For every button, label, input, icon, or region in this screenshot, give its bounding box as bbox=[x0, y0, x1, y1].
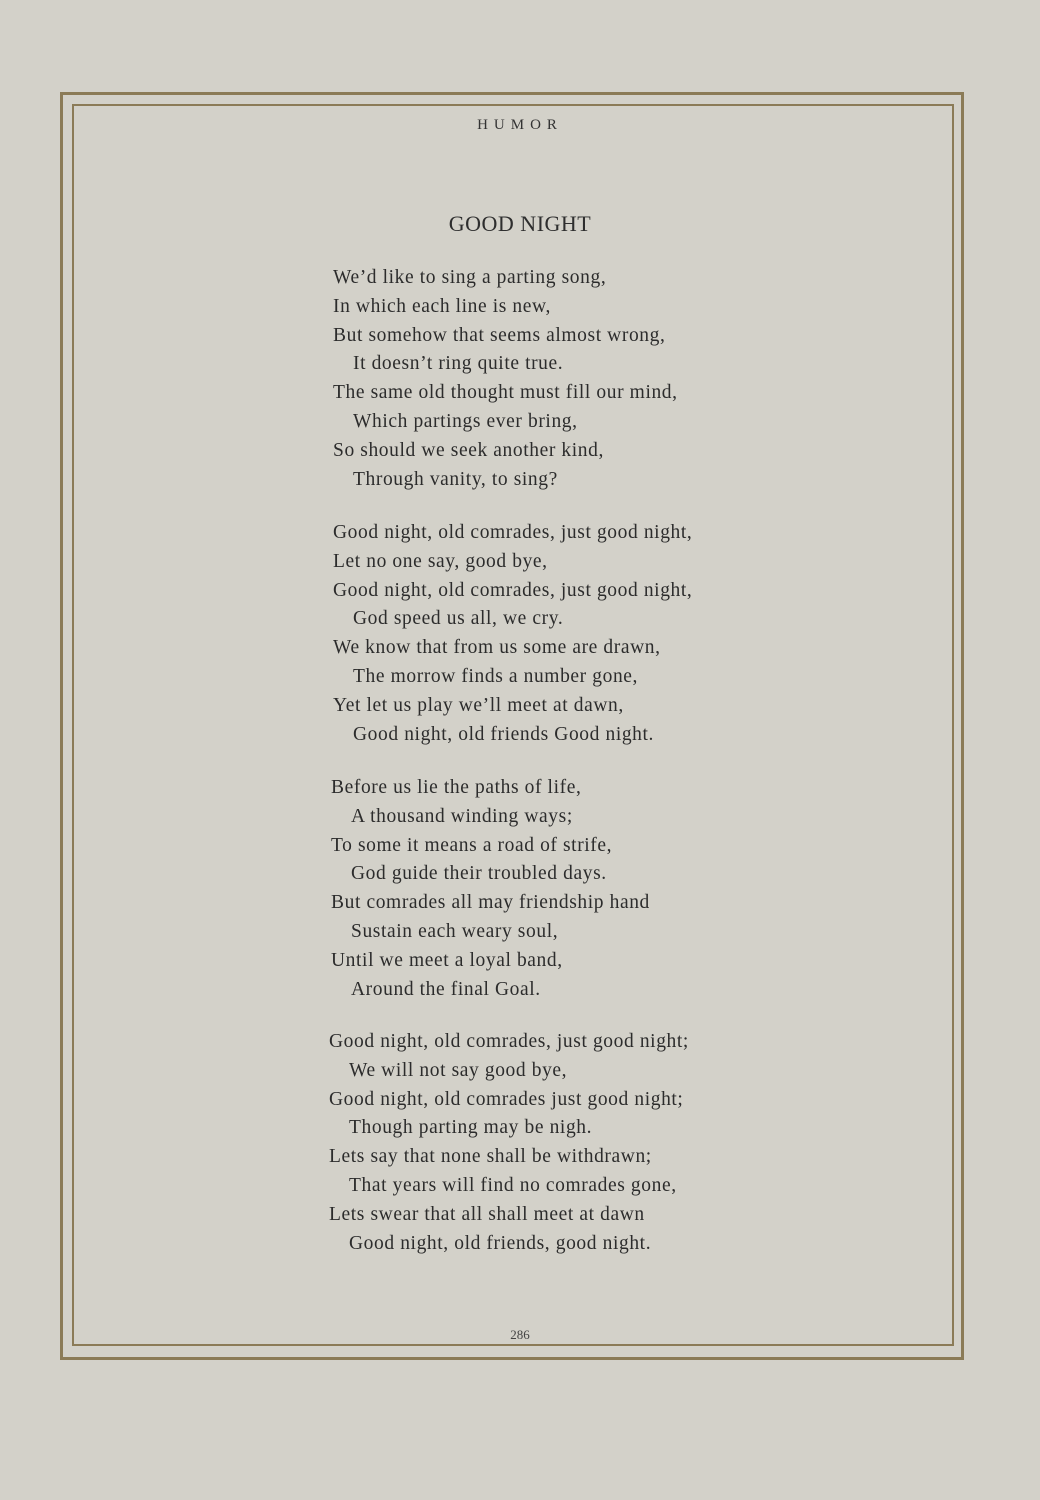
poem-line: We know that from us some are drawn, bbox=[333, 637, 661, 659]
poem-line: To some it means a road of strife, bbox=[331, 834, 613, 856]
poem-line: Yet let us play we’ll meet at dawn, bbox=[333, 694, 624, 716]
poem-line: Lets swear that all shall meet at dawn bbox=[329, 1203, 645, 1225]
poem-line: It doesn’t ring quite true. bbox=[353, 353, 564, 375]
poem-line: We will not say good bye, bbox=[349, 1059, 568, 1081]
poem-line: Good night, old friends, good night. bbox=[349, 1232, 652, 1254]
poem-line: A thousand winding ways; bbox=[351, 805, 573, 827]
poem-line: Around the final Goal. bbox=[351, 978, 541, 1000]
stanza-2 bbox=[333, 519, 692, 749]
poem-line: Until we meet a loyal band, bbox=[331, 949, 563, 971]
stanza-1 bbox=[333, 264, 678, 494]
poem-line: We’d like to sing a parting song, bbox=[333, 267, 607, 288]
page-number: 286 bbox=[510, 1327, 530, 1342]
poem-line: Good night, old comrades, just good night, bbox=[333, 522, 693, 543]
poem-line: Good night, old comrades, just good night; bbox=[329, 1031, 689, 1052]
poem-line: But somehow that seems almost wrong, bbox=[333, 324, 666, 346]
poem-line: The morrow finds a number gone, bbox=[353, 665, 639, 687]
poem-line: Good night, old comrades just good night; bbox=[329, 1088, 684, 1110]
running-head: HUMOR bbox=[477, 117, 563, 133]
poem-line: God speed us all, we cry. bbox=[353, 608, 564, 630]
poem-line: Which partings ever bring, bbox=[353, 410, 578, 432]
poem-line: Before us lie the paths of life, bbox=[331, 777, 582, 798]
poem-line: Good night, old friends Good night. bbox=[353, 723, 655, 745]
stanza-4 bbox=[329, 1028, 689, 1258]
poem-line: Lets say that none shall be withdrawn; bbox=[329, 1146, 652, 1168]
poem-line: God guide their troubled days. bbox=[351, 863, 607, 885]
stanza-3 bbox=[331, 774, 650, 1004]
poem-line: That years will find no comrades gone, bbox=[349, 1174, 677, 1196]
poem-line: In which each line is new, bbox=[333, 295, 551, 317]
poem-line: Good night, old comrades, just good night, bbox=[333, 579, 693, 601]
poem-line: Sustain each weary soul, bbox=[351, 920, 559, 942]
poem-line: Though parting may be nigh. bbox=[349, 1117, 593, 1139]
poem-line: Let no one say, good bye, bbox=[333, 550, 548, 572]
poem-line: Through vanity, to sing? bbox=[353, 468, 558, 490]
poem-line: But comrades all may friendship hand bbox=[331, 892, 650, 914]
poem-line: So should we seek another kind, bbox=[333, 439, 604, 461]
poem-title: GOOD NIGHT bbox=[448, 211, 592, 236]
poem-line: The same old thought must fill our mind, bbox=[333, 382, 678, 404]
